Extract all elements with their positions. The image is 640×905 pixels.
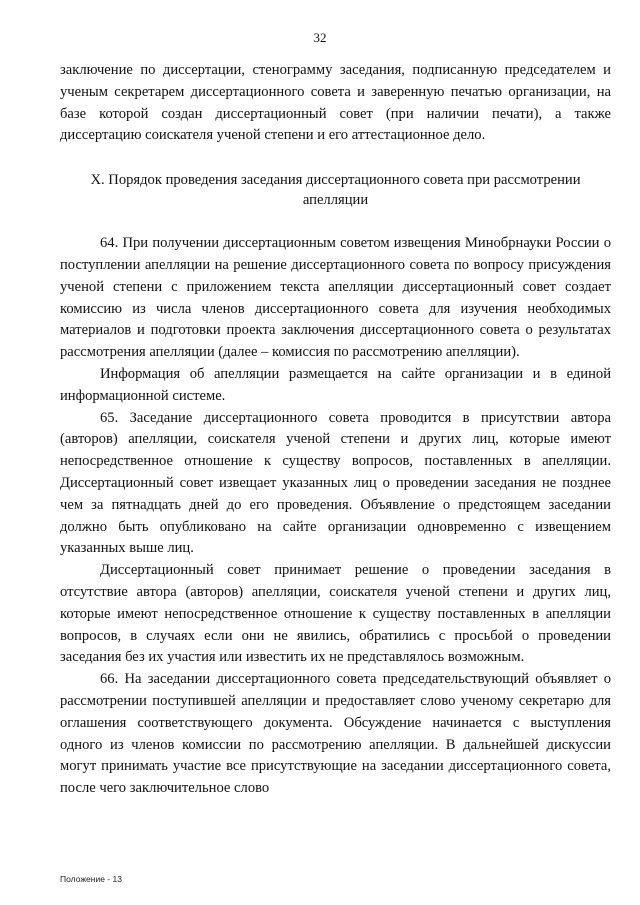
paragraph-64-info: Информация об апелляции размещается на сайте организации и в единой информационной системе. — [60, 365, 611, 404]
paragraph-66: 66. На заседании диссертационного совета председательствующий объявляет о рассмотрении поступившей апелляции и предоставляет слово ученому секретарю для оглашения соответствующего документа. Обсуждение начинается с выступления одного из членов комиссии по рассмотрению апелляции. В дальнейшей дискуссии могут принимать участие все присутствующие на заседании диссертационного совета, после чего заключительное слово — [60, 671, 611, 797]
paragraph-64: 64. При получении диссертационным советом извещения Минобрнауки России о поступлении апелляции на решение диссертационного совета по вопросу присуждения ученой степени с приложением текста апелляции диссертационный совет создает комиссию из числа членов диссертационного совета для изучения необходимых материалов и подготовки проекта заключения диссертационного совета о результатах рассмотрения апелляции (далее – комиссия по рассмотрению апелляции). — [60, 235, 611, 361]
paragraph-65-absent: Диссертационный совет принимает решение о проведении заседания в отсутствие автора (авторов) апелляции, соискателя ученой степени и других лиц, которые имеют непосредственное отношение к существу поставленных в апелляции вопросов, в случаях если они не явились, обратились с просьбой о проведении заседания без их участия или известить их не представлялось возможным. — [60, 562, 611, 666]
footer-note: Положение - 13 — [60, 874, 122, 884]
paragraph-continuation: заключение по диссертации, стенограмму заседания, подписанную председателем и ученым секретарем диссертационного совета и заверенную печатью организации, на базе которой создан диссертационный совет (при наличии печати), а также диссертацию соискателя ученой степени и его аттестационное дело. — [60, 62, 611, 144]
paragraph-65: 65. Заседание диссертационного совета проводится в присутствии автора (авторов) апелляции, соискателя ученой степени и других лиц, которые имеют непосредственное отношение к существу вопросов, поставленных в апелляции. Диссертационный совет извещает указанных лиц о проведении заседания не позднее чем за пятнадцать дней до его проведения. Объявление о предстоящем заседании должно быть опубликовано на сайте организации одновременно с извещением указанных выше лиц. — [60, 409, 611, 557]
section-heading: X. Порядок проведения заседания диссертационного совета при рассмотрении апелляции — [90, 172, 581, 209]
page-number: 32 — [313, 30, 327, 45]
document-body — [60, 60, 611, 800]
